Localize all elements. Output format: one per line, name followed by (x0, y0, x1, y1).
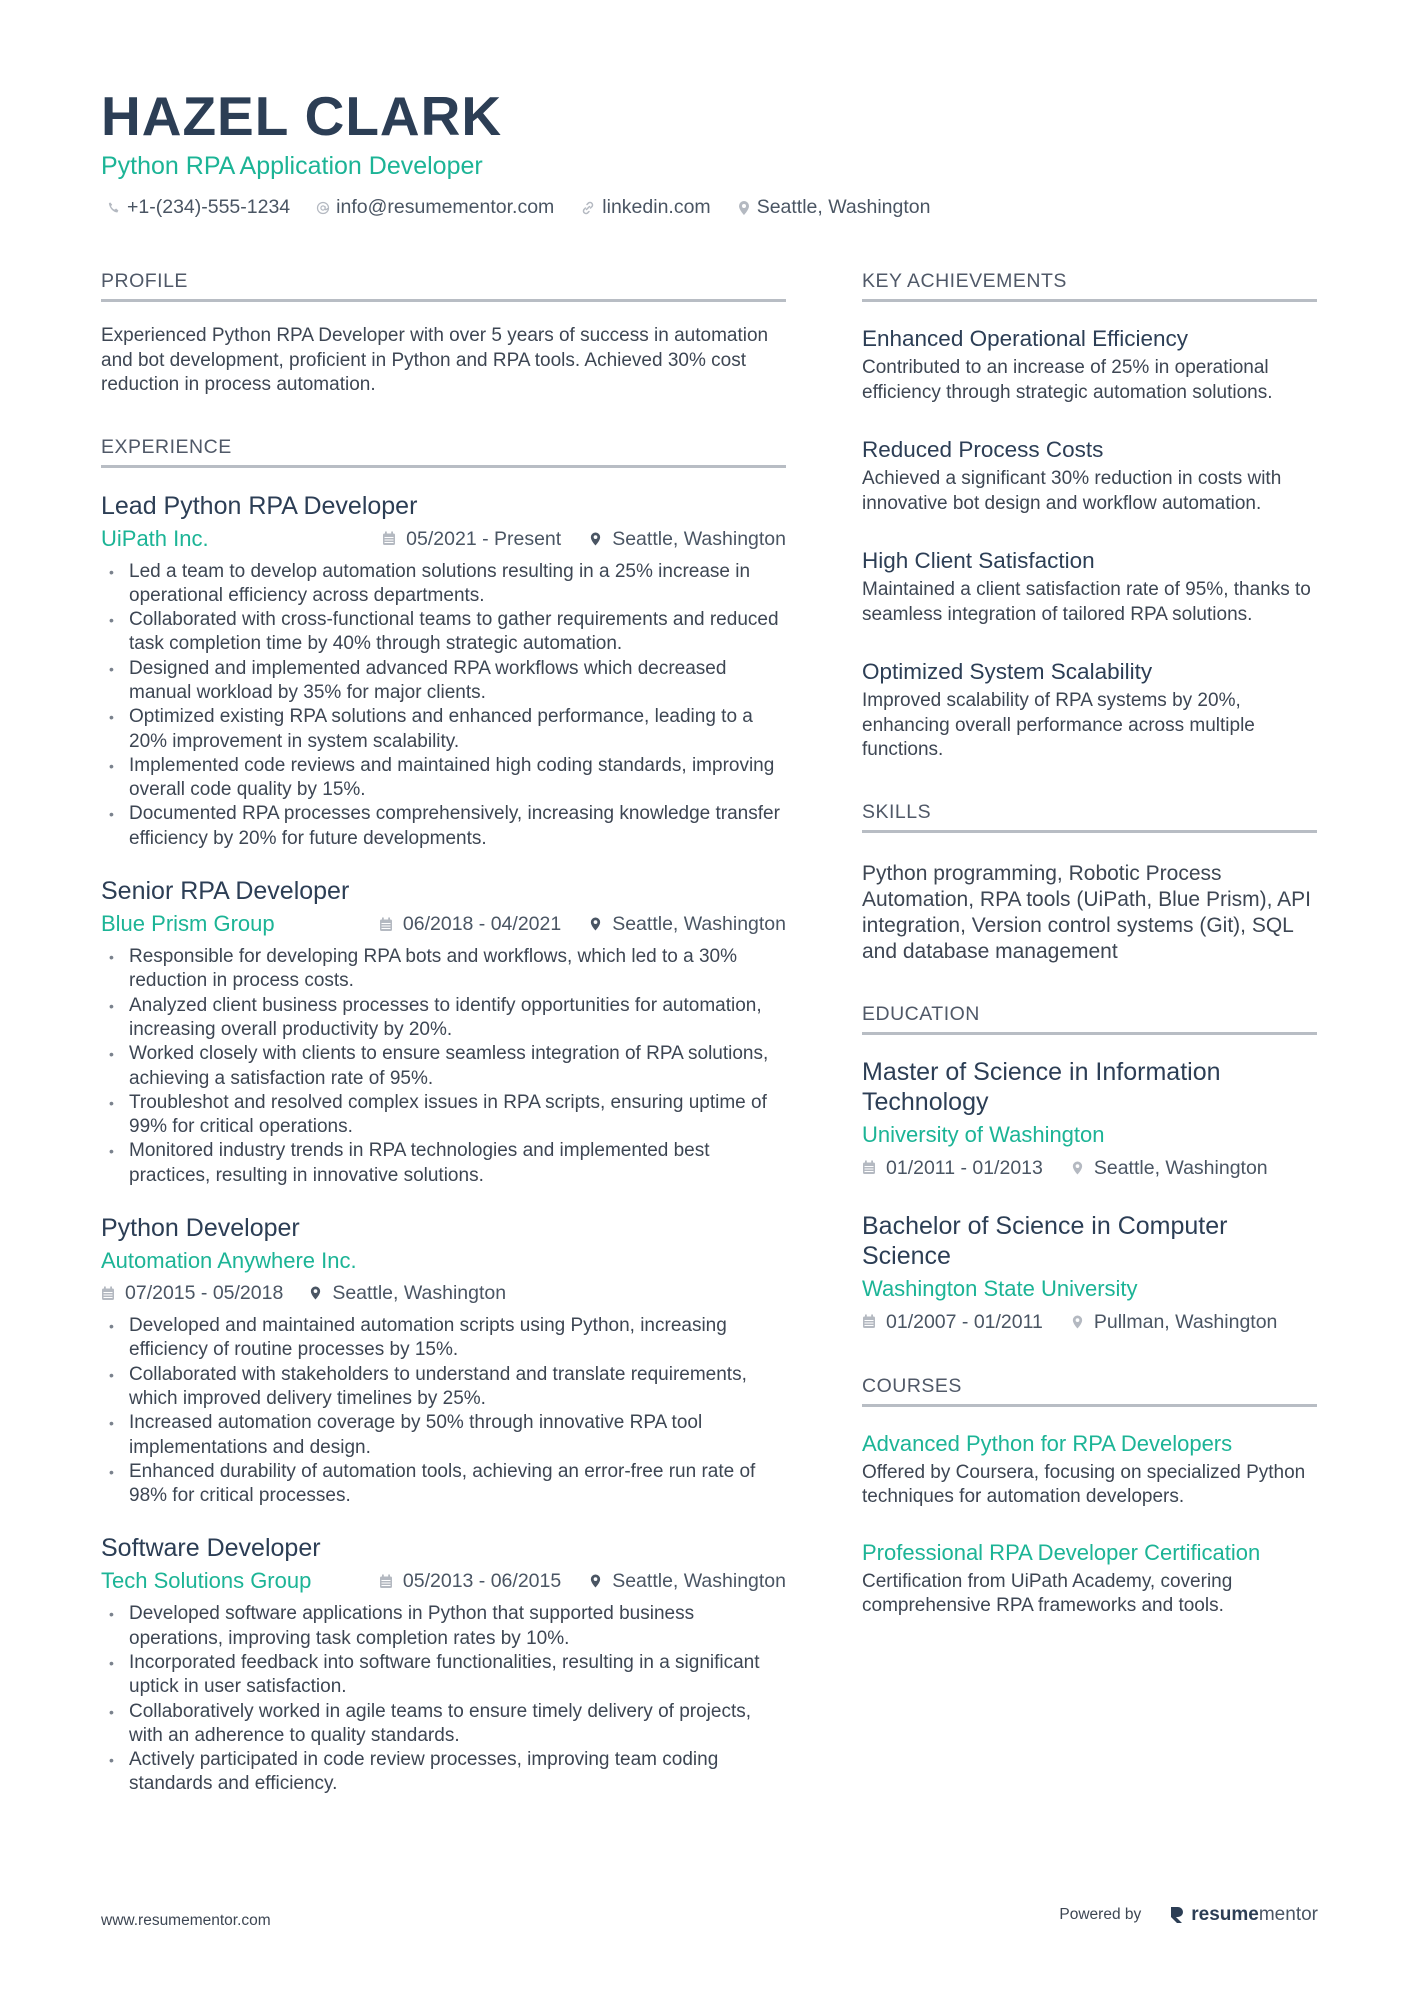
bullet-item: • Analyzed client business processes to identify opportunities for automation, increasing overall productivity by 20%. (101, 994, 786, 1043)
job-location: Seattle, Washington (332, 1282, 507, 1305)
job-dates: 06/2018 - 04/2021 (402, 913, 562, 936)
candidate-name: HAZEL CLARK (101, 85, 503, 147)
right-column (862, 268, 1317, 1655)
location-pin-icon (309, 1285, 322, 1301)
education-item (862, 1211, 1317, 1337)
footer-website[interactable]: www.resumementor.com (101, 1912, 271, 1929)
achievement-desc: Achieved a significant 30% reduction in costs with innovative bot design and workflow automation. (862, 468, 1282, 514)
company-name: Automation Anywhere Inc. (101, 1248, 357, 1274)
achievement-title: Optimized System Scalability (862, 659, 1153, 684)
education-meta (862, 1307, 1317, 1337)
calendar-icon (379, 1574, 393, 1589)
education-dates: 01/2011 - 01/2013 (886, 1156, 1043, 1179)
bullet-item: • Collaboratively worked in agile teams to ensure timely delivery of projects, with an adherence to quality standards. (101, 1700, 786, 1749)
job-title: Software Developer (101, 1534, 321, 1563)
bullet-item: • Worked closely with clients to ensure seamless integration of RPA solutions, achieving a satisfaction rate of 95%. (101, 1042, 786, 1091)
left-column (101, 268, 786, 1833)
bullet-item: • Developed and maintained automation scripts using Python, increasing efficiency of routine processes by 15%. (101, 1314, 786, 1363)
job-entry (101, 1212, 786, 1508)
bullet-item: • Designed and implemented advanced RPA workflows which decreased manual workload by 35% for major clients. (101, 657, 786, 706)
course-item (862, 1429, 1317, 1510)
job-entry (101, 1532, 786, 1796)
resume-header (101, 86, 1321, 219)
education-meta (862, 1153, 1317, 1183)
achievement-item (862, 657, 1317, 763)
achievement-item (862, 546, 1317, 627)
job-location: Seattle, Washington (612, 1570, 786, 1593)
calendar-icon (862, 1314, 876, 1329)
company-name: UiPath Inc. (101, 525, 209, 551)
course-desc: Certification from UiPath Academy, covering comprehensive RPA frameworks and tools. (862, 1570, 1233, 1616)
company-name: Blue Prism Group (101, 911, 275, 937)
course-title: Advanced Python for RPA Developers (862, 1430, 1233, 1456)
achievement-desc: Maintained a client satisfaction rate of 95%, thanks to seamless integration of tailored RPA solutions. (862, 579, 1311, 625)
location-text: Seattle, Washington (756, 196, 931, 218)
school-name: Washington State University (862, 1275, 1138, 1301)
courses-heading: COURSES (862, 1373, 1317, 1407)
location-pin-icon (737, 200, 751, 216)
job-entry (101, 875, 786, 1188)
job-meta (101, 1566, 786, 1596)
location-pin-icon (589, 916, 602, 932)
location-pin-icon (589, 1573, 602, 1589)
bullet-item: • Troubleshot and resolved complex issues in RPA scripts, ensuring uptime of 99% for critical operations. (101, 1091, 786, 1140)
contact-email[interactable] (316, 196, 554, 219)
job-meta (101, 909, 786, 939)
job-location: Seattle, Washington (612, 913, 786, 936)
achievement-item (862, 435, 1317, 516)
job-dates: 07/2015 - 05/2018 (125, 1282, 284, 1305)
phone-text: +1-(234)-555-1234 (127, 196, 291, 218)
job-bullets (101, 1314, 786, 1508)
bullet-item: • Optimized existing RPA solutions and enhanced performance, leading to a 20% improvement in system scalability. (101, 705, 786, 754)
candidate-title: Python RPA Application Developer (101, 152, 483, 180)
calendar-icon (382, 531, 396, 546)
course-desc: Offered by Coursera, focusing on specialized Python techniques for automation developers. (862, 1461, 1306, 1507)
bullet-item: • Actively participated in code review processes, improving team coding standards and efficiency. (101, 1748, 786, 1797)
at-icon (316, 201, 330, 215)
profile-heading: PROFILE (101, 268, 786, 302)
link-icon (580, 200, 596, 216)
contact-bar (101, 196, 1321, 219)
job-dates: 05/2013 - 06/2015 (402, 1570, 562, 1593)
achievement-title: Reduced Process Costs (862, 437, 1104, 462)
job-entry (101, 490, 786, 852)
company-name: Tech Solutions Group (101, 1568, 312, 1594)
profile-section (101, 268, 786, 398)
course-item (862, 1538, 1317, 1619)
degree-title: Bachelor of Science in Computer Science (862, 1211, 1228, 1270)
calendar-icon (101, 1286, 115, 1301)
resumementor-logo-icon (1169, 1905, 1185, 1925)
job-dates: 05/2021 - Present (406, 527, 562, 550)
courses-section (862, 1373, 1317, 1619)
profile-text: Experienced Python RPA Developer with over 5 years of success in automation and bot development, proficient in Python and RPA tools. Achieved 30% cost reduction in process automation. (101, 325, 769, 395)
calendar-icon (862, 1160, 876, 1175)
bullet-item: • Increased automation coverage by 50% through innovative RPA tool implementations and design. (101, 1411, 786, 1460)
job-bullets (101, 945, 786, 1188)
job-meta (101, 524, 786, 554)
bullet-item: • Monitored industry trends in RPA technologies and implemented best practices, resulting in innovative solutions. (101, 1139, 786, 1188)
job-bullets (101, 560, 786, 852)
job-title: Python Developer (101, 1214, 300, 1243)
bullet-item: • Incorporated feedback into software functionalities, resulting in a significant uptick in user satisfaction. (101, 1651, 786, 1700)
email-text: info@resumementor.com (336, 196, 555, 218)
skills-heading: SKILLS (862, 799, 1317, 833)
location-pin-icon (1071, 1160, 1084, 1176)
bullet-item: • Implemented code reviews and maintained high coding standards, improving overall code quality by 15%. (101, 754, 786, 803)
phone-icon (107, 201, 121, 215)
achievements-heading: KEY ACHIEVEMENTS (862, 268, 1317, 302)
achievement-item (862, 324, 1317, 405)
education-section (862, 1001, 1317, 1337)
education-item (862, 1057, 1317, 1183)
job-meta-dates (101, 1278, 786, 1308)
achievements-section (862, 268, 1317, 763)
experience-heading: EXPERIENCE (101, 434, 786, 468)
achievement-desc: Improved scalability of RPA systems by 20%, enhancing overall performance across multiple functions. (862, 690, 1255, 760)
skills-section (862, 799, 1317, 965)
job-meta (101, 1246, 786, 1276)
brand-logo[interactable] (1169, 1904, 1318, 1926)
powered-by-label: Powered by (1059, 1906, 1142, 1923)
skills-text: Python programming, Robotic Process Automation, RPA tools (UiPath, Blue Prism), API integration, Version control systems (Git), SQL and database management (862, 861, 1311, 963)
job-location: Seattle, Washington (612, 527, 786, 550)
job-title: Lead Python RPA Developer (101, 491, 418, 520)
job-bullets (101, 1602, 786, 1796)
brand-name-light: mentor (1258, 1904, 1318, 1925)
contact-location (737, 196, 931, 219)
achievement-title: Enhanced Operational Efficiency (862, 326, 1189, 351)
footer-branding (1059, 1904, 1318, 1926)
bullet-item: • Collaborated with stakeholders to understand and translate requirements, which improved delivery timelines by 25%. (101, 1363, 786, 1412)
achievement-title: High Client Satisfaction (862, 548, 1095, 573)
achievement-desc: Contributed to an increase of 25% in operational efficiency through strategic automation solutions. (862, 357, 1273, 403)
education-dates: 01/2007 - 01/2011 (886, 1310, 1043, 1333)
education-location: Seattle, Washington (1093, 1156, 1268, 1179)
bullet-item: • Collaborated with cross-functional teams to gather requirements and reduced task completion time by 40% through strategic automation. (101, 608, 786, 657)
location-pin-icon (589, 531, 602, 547)
bullet-item: • Documented RPA processes comprehensively, increasing knowledge transfer efficiency by 20% for future developments. (101, 802, 786, 851)
location-pin-icon (1071, 1314, 1084, 1330)
job-title: Senior RPA Developer (101, 877, 350, 906)
bullet-item: • Developed software applications in Python that supported business operations, improving task completion rates by 10%. (101, 1602, 786, 1651)
calendar-icon (379, 917, 393, 932)
education-location: Pullman, Washington (1093, 1310, 1278, 1333)
degree-title: Master of Science in Information Technology (862, 1057, 1221, 1116)
contact-linkedin[interactable] (580, 196, 710, 219)
linkedin-text: linkedin.com (602, 196, 711, 218)
school-name: University of Washington (862, 1121, 1105, 1147)
course-title: Professional RPA Developer Certification (862, 1539, 1261, 1565)
experience-section (101, 434, 786, 1797)
brand-name-bold: resume (1191, 1904, 1259, 1925)
bullet-item: • Enhanced durability of automation tools, achieving an error-free run rate of 98% for critical processes. (101, 1460, 786, 1509)
education-heading: EDUCATION (862, 1001, 1317, 1035)
bullet-item: • Led a team to develop automation solutions resulting in a 25% increase in operational efficiency across departments. (101, 560, 786, 609)
contact-phone[interactable] (107, 196, 290, 219)
bullet-item: • Responsible for developing RPA bots and workflows, which led to a 30% reduction in process costs. (101, 945, 786, 994)
